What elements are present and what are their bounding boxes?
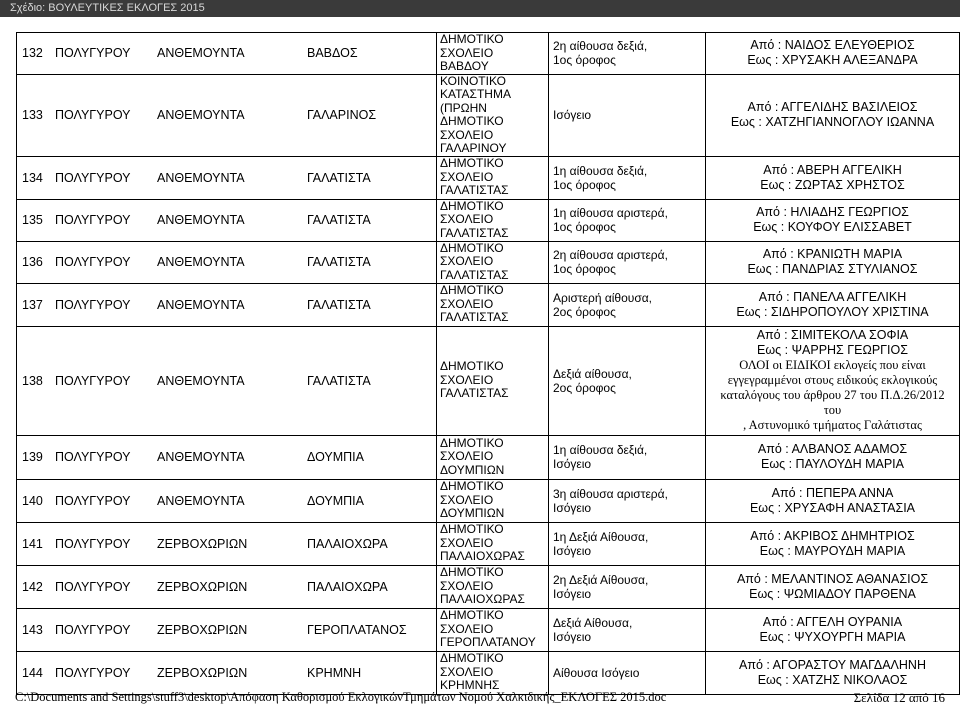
voter-range-from: Από : ΑΛΒΑΝΟΣ ΑΔΑΜΟΣ [757, 442, 908, 456]
school-line: ΣΧΟΛΕΙΟ [440, 254, 494, 269]
district-name: ΠΟΛΥΓΥΡΟΥ [55, 170, 131, 185]
voter-range-to: Εως : ΜΑΥΡΟΥΔΗ ΜΑΡΙΑ [759, 543, 906, 558]
station-number: 143 [22, 622, 43, 637]
community-name: ΚΡΗΜΝΗ [307, 665, 362, 680]
district-name: ΠΟΛΥΓΥΡΟΥ [55, 450, 131, 464]
school-line: ΔΟΥΜΠΙΩΝ [440, 506, 505, 521]
school-line: ΓΑΛΑΤΙΣΤΑΣ [440, 310, 509, 325]
table-row [17, 608, 960, 651]
room-cell [549, 479, 706, 522]
municipality-name: ΑΝΘΕΜΟΥΝΤΑ [157, 108, 245, 122]
voter-range-to: Εως : ΨΥΧΟΥΡΓΗ ΜΑΡΙΑ [759, 629, 906, 644]
district-name: ΠΟΛΥΓΥΡΟΥ [55, 255, 131, 269]
school-line: ΔΗΜΟΤΙΚΟ [440, 283, 504, 298]
school-line: ΠΑΛΑΙΟΧΩΡΑΣ [440, 592, 525, 607]
room-line: Δεξιά αίθουσα, [553, 366, 632, 381]
school-cell [437, 283, 549, 326]
station-info-cell [17, 326, 437, 435]
district-name: ΠΟΛΥΓΥΡΟΥ [55, 373, 131, 388]
community-name: ΓΑΛΑΤΙΣΤΑ [307, 297, 371, 312]
community-name: ΓΑΛΑΤΙΣΤΑ [307, 255, 371, 269]
table-row [17, 283, 960, 326]
voter-range-cell [706, 74, 960, 156]
room-line: Αίθουσα Ισόγειο [553, 665, 640, 680]
table-row [17, 199, 960, 241]
school-line: ΔΗΜΟΤΙΚΟ [440, 240, 504, 255]
page-footer [15, 690, 945, 706]
voter-range-cell [706, 199, 960, 241]
station-number: 135 [22, 213, 43, 227]
community-name: ΔΟΥΜΠΙΑ [307, 450, 364, 464]
district-name: ΠΟΛΥΓΥΡΟΥ [55, 665, 131, 680]
district-name: ΠΟΛΥΓΥΡΟΥ [55, 493, 131, 508]
station-number: 140 [22, 493, 43, 508]
special-voters-note: του [823, 403, 842, 417]
special-voters-note: , Αστυνομικό τμήματος Γαλάτιστας [743, 418, 922, 432]
voter-range-to: Εως : ΚΟΥΦΟΥ ΕΛΙΣΣΑΒΕΤ [753, 220, 912, 234]
voter-range-from: Από : ΣΙΜΙΤΕΚΟΛΑ ΣΟΦΙΑ [756, 328, 909, 342]
municipality-name: ΖΕΡΒΟΧΩΡΙΩΝ [157, 665, 248, 680]
municipality-name: ΑΝΘΕΜΟΥΝΤΑ [157, 170, 245, 185]
district-name: ΠΟΛΥΓΥΡΟΥ [55, 213, 131, 227]
polling-stations-table [16, 32, 960, 695]
school-line: ΓΑΛΑΤΙΣΤΑΣ [440, 225, 509, 240]
school-line: ΣΧΟΛΕΙΟ [440, 169, 494, 184]
school-line: ΣΧΟΛΕΙΟ [440, 296, 494, 311]
room-line: Ισόγειο [553, 108, 592, 122]
school-line: ΔΗΜΟΤΙΚΟ [440, 608, 504, 623]
municipality-name: ΑΝΘΕΜΟΥΝΤΑ [157, 450, 245, 464]
school-line: ΔΗΜΟΤΙΚΟ [440, 522, 504, 537]
room-line: 2η Δεξιά Αίθουσα, [553, 572, 649, 587]
school-cell [437, 326, 549, 435]
community-name: ΠΑΛΑΙΟΧΩΡΑ [307, 536, 388, 551]
room-line: Δεξιά Αίθουσα, [553, 615, 633, 630]
station-info-cell [17, 33, 437, 75]
voter-range-to: Εως : ΖΩΡΤΑΣ ΧΡΗΣΤΟΣ [760, 177, 905, 192]
voter-range-from: Από : ΠΑΝΕΛΑ ΑΓΓΕΛΙΚΗ [758, 289, 907, 304]
school-cell [437, 156, 549, 199]
school-cell [437, 522, 549, 565]
school-line: ΚΡΗΜΝΗΣ [440, 678, 500, 693]
station-number: 136 [22, 255, 43, 269]
station-number: 142 [22, 579, 43, 594]
voter-range-from: Από : ΑΓΓΕΛΙΔΗΣ ΒΑΣΙΛΕΙΟΣ [747, 100, 918, 114]
room-line: 2ος όροφος [553, 380, 616, 395]
page-indicator: Σελίδα 12 από 16 [853, 690, 945, 705]
voter-range-to: Εως : ΧΑΤΖΗΣ ΝΙΚΟΛΑΟΣ [757, 672, 908, 687]
voter-range-cell [706, 608, 960, 651]
district-name: ΠΟΛΥΓΥΡΟΥ [55, 46, 131, 61]
special-voters-note: εγγεγραμμένοι στους ειδικούς εκλογικούς [727, 373, 938, 387]
voter-range-from: Από : ΑΓΟΡΑΣΤΟΥ ΜΑΓΔΑΛΗΝΗ [739, 657, 926, 672]
window-title: Σχέδιο: ΒΟΥΛΕΥΤΙΚΕΣ ΕΚΛΟΓΕΣ 2015 [10, 2, 205, 14]
municipality-name: ΖΕΡΒΟΧΩΡΙΩΝ [157, 536, 248, 551]
voter-range-to: Εως : ΣΙΔΗΡΟΠΟΥΛΟΥ ΧΡΙΣΤΙΝΑ [736, 304, 929, 319]
school-cell [437, 565, 549, 608]
voter-range-cell [706, 435, 960, 479]
school-line: ΣΧΟΛΕΙΟ [440, 535, 494, 550]
school-line: ΚΑΤΑΣΤΗΜΑ [440, 87, 511, 101]
voter-range-from: Από : ΝΑΙΔΟΣ ΕΛΕΥΘΕΡΙΟΣ [750, 38, 915, 53]
station-number: 137 [22, 297, 43, 312]
voter-range-cell [706, 241, 960, 283]
school-line: (ΠΡΩΗΝ ΔΗΜΟΤΙΚΟ [440, 100, 504, 128]
station-info-cell [17, 241, 437, 283]
room-line: 1ος όροφος [553, 262, 616, 276]
community-name: ΓΑΛΑΤΙΣΤΑ [307, 170, 371, 185]
room-line: 1ος όροφος [553, 177, 616, 192]
school-cell [437, 435, 549, 479]
table-row [17, 33, 960, 75]
station-info-cell [17, 565, 437, 608]
room-line: 2η αίθουσα αριστερά, [553, 248, 668, 262]
voter-range-from: Από : ΑΚΡΙΒΟΣ ΔΗΜΗΤΡΙΟΣ [750, 528, 915, 543]
school-line: ΔΗΜΟΤΙΚΟ [440, 435, 504, 450]
community-name: ΒΑΒΔΟΣ [307, 46, 358, 61]
room-cell [549, 435, 706, 479]
voter-range-cell [706, 326, 960, 435]
station-info-cell [17, 479, 437, 522]
voter-range-to: Εως : ΠΑΥΛΟΥΔΗ ΜΑΡΙΑ [761, 457, 904, 471]
room-line: Ισόγειο [553, 500, 592, 515]
municipality-name: ΖΕΡΒΟΧΩΡΙΩΝ [157, 579, 248, 594]
district-name: ΠΟΛΥΓΥΡΟΥ [55, 536, 131, 551]
community-name: ΓΕΡΟΠΛΑΤΑΝΟΣ [307, 622, 407, 637]
school-line: ΓΑΛΑΤΙΣΤΑΣ [440, 267, 509, 282]
voter-range-from: Από : ΑΓΓΕΛΗ ΟΥΡΑΝΙΑ [762, 614, 903, 629]
school-line: ΣΧΟΛΕΙΟ [440, 578, 494, 593]
school-line: ΣΧΟΛΕΙΟ [440, 492, 494, 507]
school-line: ΣΧΟΛΕΙΟ [440, 449, 494, 464]
room-cell [549, 522, 706, 565]
school-line: ΓΕΡΟΠΛΑΤΑΝΟΥ [440, 635, 536, 650]
community-name: ΔΟΥΜΠΙΑ [307, 493, 364, 508]
station-number: 132 [22, 46, 43, 61]
station-number: 138 [22, 373, 43, 388]
station-info-cell [17, 156, 437, 199]
community-name: ΓΑΛΑΡΙΝΟΣ [307, 108, 377, 122]
municipality-name: ΑΝΘΕΜΟΥΝΤΑ [157, 373, 245, 388]
station-info-cell [17, 199, 437, 241]
school-cell [437, 33, 549, 75]
school-line: ΓΑΛΑΤΙΣΤΑΣ [440, 183, 509, 198]
voter-range-to: Εως : ΧΡΥΣΑΚΗ ΑΛΕΞΑΝΔΡΑ [747, 53, 918, 68]
voter-range-cell [706, 156, 960, 199]
school-line: ΓΑΛΑΡΙΝΟΥ [440, 141, 507, 155]
voter-range-cell [706, 283, 960, 326]
table-row [17, 522, 960, 565]
room-line: Ισόγειο [553, 457, 592, 471]
district-name: ΠΟΛΥΓΥΡΟΥ [55, 108, 131, 122]
school-line: ΔΗΜΟΤΙΚΟ [440, 651, 504, 666]
school-line: ΣΧΟΛΕΙΟ [440, 45, 494, 60]
room-cell [549, 241, 706, 283]
school-line: ΔΗΜΟΤΙΚΟ [440, 479, 504, 494]
community-name: ΠΑΛΑΙΟΧΩΡΑ [307, 579, 388, 594]
school-line: ΠΑΛΑΙΟΧΩΡΑΣ [440, 549, 525, 564]
station-info-cell [17, 651, 437, 694]
municipality-name: ΑΝΘΕΜΟΥΝΤΑ [157, 213, 245, 227]
school-line: ΒΑΒΔΟΥ [440, 59, 489, 73]
room-cell [549, 33, 706, 75]
station-info-cell [17, 522, 437, 565]
municipality-name: ΑΝΘΕΜΟΥΝΤΑ [157, 297, 245, 312]
table-row [17, 651, 960, 694]
table-row [17, 479, 960, 522]
school-line: ΔΗΜΟΤΙΚΟ [440, 565, 504, 580]
room-line: 1η αίθουσα δεξιά, [553, 163, 648, 178]
school-line: ΣΧΟΛΕΙΟ [440, 212, 494, 227]
voter-range-to: Εως : ΧΑΤΖΗΓΙΑΝΝΟΓΛΟΥ ΙΩΑΝΝΑ [730, 115, 935, 129]
station-info-cell [17, 608, 437, 651]
voter-range-cell [706, 479, 960, 522]
voter-range-from: Από : ΗΛΙΑΔΗΣ ΓΕΩΡΓΙΟΣ [756, 205, 909, 219]
station-number: 144 [22, 665, 43, 680]
voter-range-from: Από : ΚΡΑΝΙΩΤΗ ΜΑΡΙΑ [762, 247, 903, 261]
room-cell [549, 283, 706, 326]
community-name: ΓΑΛΑΤΙΣΤΑ [307, 213, 371, 227]
voter-range-from: Από : ΠΕΠΕΡΑ ΑΝΝΑ [771, 485, 894, 500]
station-number: 133 [22, 108, 43, 122]
district-name: ΠΟΛΥΓΥΡΟΥ [55, 297, 131, 312]
voter-range-from: Από : ΑΒΕΡΗ ΑΓΓΕΛΙΚΗ [763, 162, 902, 177]
room-line: 1η αίθουσα αριστερά, [553, 206, 668, 220]
school-line: ΣΧΟΛΕΙΟ [440, 127, 494, 142]
table-row [17, 241, 960, 283]
window-title-bar [0, 0, 960, 17]
station-info-cell [17, 74, 437, 156]
school-cell [437, 241, 549, 283]
school-cell [437, 74, 549, 156]
school-line: ΚΟΙΝΟΤΙΚΟ [440, 73, 506, 88]
table-row [17, 326, 960, 435]
room-line: Ισόγειο [553, 543, 592, 558]
school-line: ΣΧΟΛΕΙΟ [440, 664, 494, 679]
station-info-cell [17, 435, 437, 479]
voter-range-from: Από : ΜΕΛΑΝΤΙΝΟΣ ΑΘΑΝΑΣΙΟΣ [736, 571, 929, 586]
voter-range-cell [706, 565, 960, 608]
room-line: 2η αίθουσα δεξιά, [553, 39, 648, 54]
table-row [17, 435, 960, 479]
school-line: ΔΟΥΜΠΙΩΝ [440, 462, 505, 477]
room-line: Ισόγειο [553, 629, 592, 644]
room-line: Αριστερή αίθουσα, [553, 290, 653, 305]
room-line: 1ος όροφος [553, 220, 616, 234]
district-name: ΠΟΛΥΓΥΡΟΥ [55, 622, 131, 637]
room-line: 1ος όροφος [553, 53, 616, 68]
voter-range-cell [706, 651, 960, 694]
community-name: ΓΑΛΑΤΙΣΤΑ [307, 373, 371, 388]
school-line: ΔΗΜΟΤΙΚΟ [440, 359, 504, 374]
room-line: 1η Δεξιά Αίθουσα, [553, 529, 649, 544]
room-cell [549, 74, 706, 156]
voter-range-to: Εως : ΠΑΝΔΡΙΑΣ ΣΤΥΛΙΑΝΟΣ [747, 262, 918, 276]
room-cell [549, 326, 706, 435]
voter-range-to: Εως : ΧΡΥΣΑΦΗ ΑΝΑΣΤΑΣΙΑ [749, 500, 916, 515]
school-cell [437, 608, 549, 651]
room-line: 1η αίθουσα δεξιά, [553, 443, 648, 457]
station-number: 134 [22, 170, 43, 185]
room-line: Ισόγειο [553, 586, 592, 601]
station-info-cell [17, 283, 437, 326]
room-cell [549, 651, 706, 694]
voter-range-cell [706, 33, 960, 75]
school-line: ΔΗΜΟΤΙΚΟ [440, 198, 504, 213]
room-line: 3η αίθουσα αριστερά, [553, 486, 668, 501]
municipality-name: ΖΕΡΒΟΧΩΡΙΩΝ [157, 622, 248, 637]
station-number: 139 [22, 450, 43, 464]
school-line: ΔΗΜΟΤΙΚΟ [440, 32, 504, 46]
school-line: ΓΑΛΑΤΙΣΤΑΣ [440, 386, 509, 401]
special-voters-note: ΟΛΟΙ οι ΕΙΔΙΚΟΙ εκλογείς που είναι [739, 358, 926, 372]
room-cell [549, 608, 706, 651]
voter-range-cell [706, 522, 960, 565]
table-row [17, 565, 960, 608]
municipality-name: ΑΝΘΕΜΟΥΝΤΑ [157, 255, 245, 269]
room-cell [549, 199, 706, 241]
room-cell [549, 156, 706, 199]
special-voters-note: καταλόγους του άρθρου 27 του Π.Δ.26/2012 [720, 388, 945, 402]
school-line: ΔΗΜΟΤΙΚΟ [440, 156, 504, 171]
document-path: C:\Documents and Settings\stuff3\desktop\Απόφαση Καθορισμού ΕκλογικώνΤμημάτων Νομού Χαλκιδικής_ΕΚΛΟΓΕΣ 2015.doc [15, 690, 667, 704]
voter-range-to: Εως : ΨΑΡΡΗΣ ΓΕΩΡΓΙΟΣ [757, 343, 908, 357]
room-cell [549, 565, 706, 608]
school-line: ΣΧΟΛΕΙΟ [440, 621, 494, 636]
school-cell [437, 199, 549, 241]
school-line: ΣΧΟΛΕΙΟ [440, 372, 494, 387]
school-cell [437, 651, 549, 694]
municipality-name: ΑΝΘΕΜΟΥΝΤΑ [157, 46, 245, 61]
voter-range-to: Εως : ΨΩΜΙΑΔΟΥ ΠΑΡΘΕΝΑ [749, 586, 916, 601]
room-line: 2ος όροφος [553, 304, 616, 319]
district-name: ΠΟΛΥΓΥΡΟΥ [55, 579, 131, 594]
table-row [17, 156, 960, 199]
table-row [17, 74, 960, 156]
municipality-name: ΑΝΘΕΜΟΥΝΤΑ [157, 493, 245, 508]
station-number: 141 [22, 536, 43, 551]
school-cell [437, 479, 549, 522]
